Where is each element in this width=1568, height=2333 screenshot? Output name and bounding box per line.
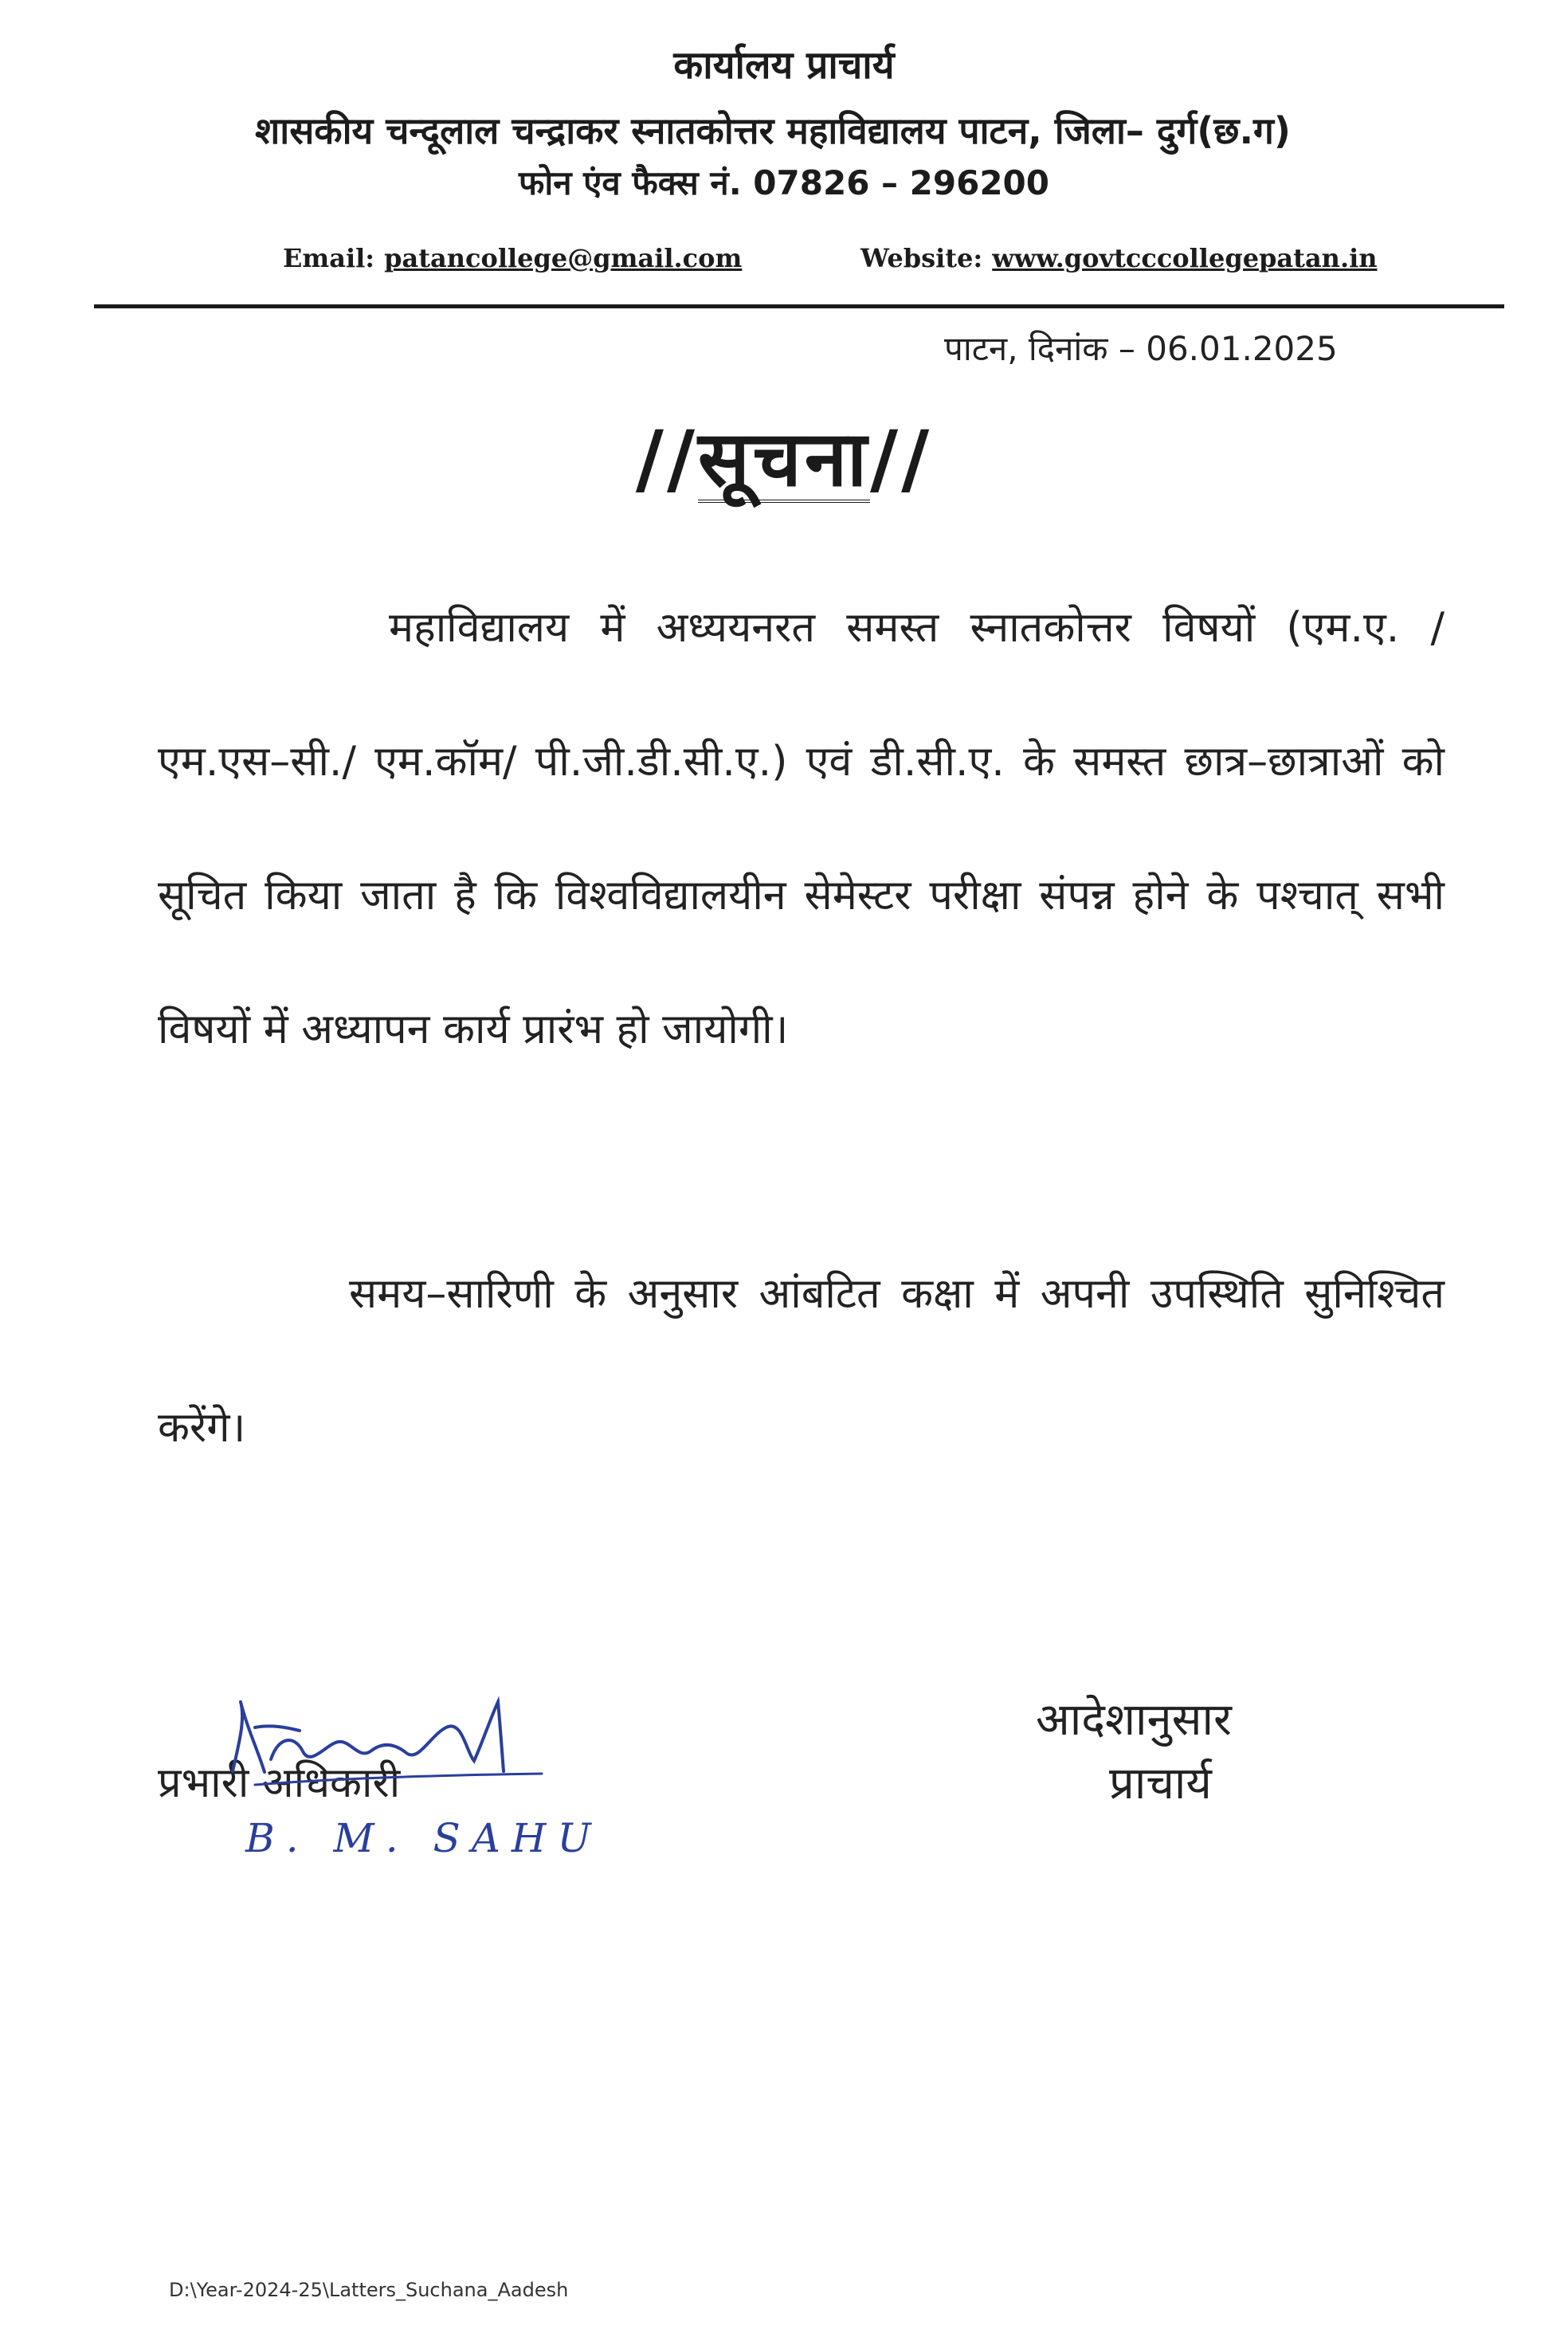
in-charge-text: प्रभारी अधिकारी	[158, 1759, 401, 1807]
website-link[interactable]: www.govtcccollegepatan.in	[992, 243, 1378, 273]
order-text: आदेशानुसार	[1036, 1694, 1232, 1746]
email-row	[283, 243, 742, 273]
date-line: पाटन, दिनांक – 06.01.2025	[944, 329, 1338, 368]
notice-title-word: सूचना	[698, 414, 870, 504]
file-path: D:\Year-2024-25\Latters_Suchana_Aadesh	[169, 2279, 569, 2301]
principal-text: प्राचार्य	[1109, 1758, 1212, 1810]
notice-title-prefix: //	[635, 414, 698, 504]
notice-paragraph-2: समय–सारिणी के अनुसार आंबटित कक्षा में अपनी उपस्थिति सुनिश्चित करेंगे।	[158, 1270, 1445, 1452]
signer-name: B. M. SAHU	[245, 1815, 602, 1861]
phone-fax-line: फोन एंव फैक्स नं. 07826 – 296200	[518, 163, 1050, 202]
notice-title	[0, 414, 1568, 504]
office-title: कार्यालय प्राचार्य	[673, 43, 895, 88]
website-label: Website:	[860, 243, 983, 273]
notice-title-suffix: //	[870, 414, 933, 504]
email-label: Email:	[283, 243, 375, 273]
email-link[interactable]: patancollege@gmail.com	[384, 243, 743, 273]
website-row	[860, 243, 1378, 273]
college-name: शासकीय चन्दूलाल चन्द्राकर स्नातकोत्तर महाविद्यालय पाटन, जिला– दुर्ग(छ.ग)	[255, 109, 1291, 152]
header-divider	[94, 304, 1504, 308]
notice-paragraph-1: महाविद्यालय में अध्ययनरत समस्त स्नातकोत्तर विषयों (एम.ए. /एम.एस–सी./ एम.कॉम/ पी.जी.डी.सी.ए.) एवं डी.सी.ए. के समस्त छात्र–छात्राओं को सूचित किया जाता है कि विश्वविद्यालयीन सेमेस्टर परीक्षा संपन्न होने के पश्चात् सभी विषयों में अध्यापन कार्य प्रारंभ हो जायोगी।	[158, 604, 1445, 1053]
signature-icon	[223, 1696, 558, 1799]
